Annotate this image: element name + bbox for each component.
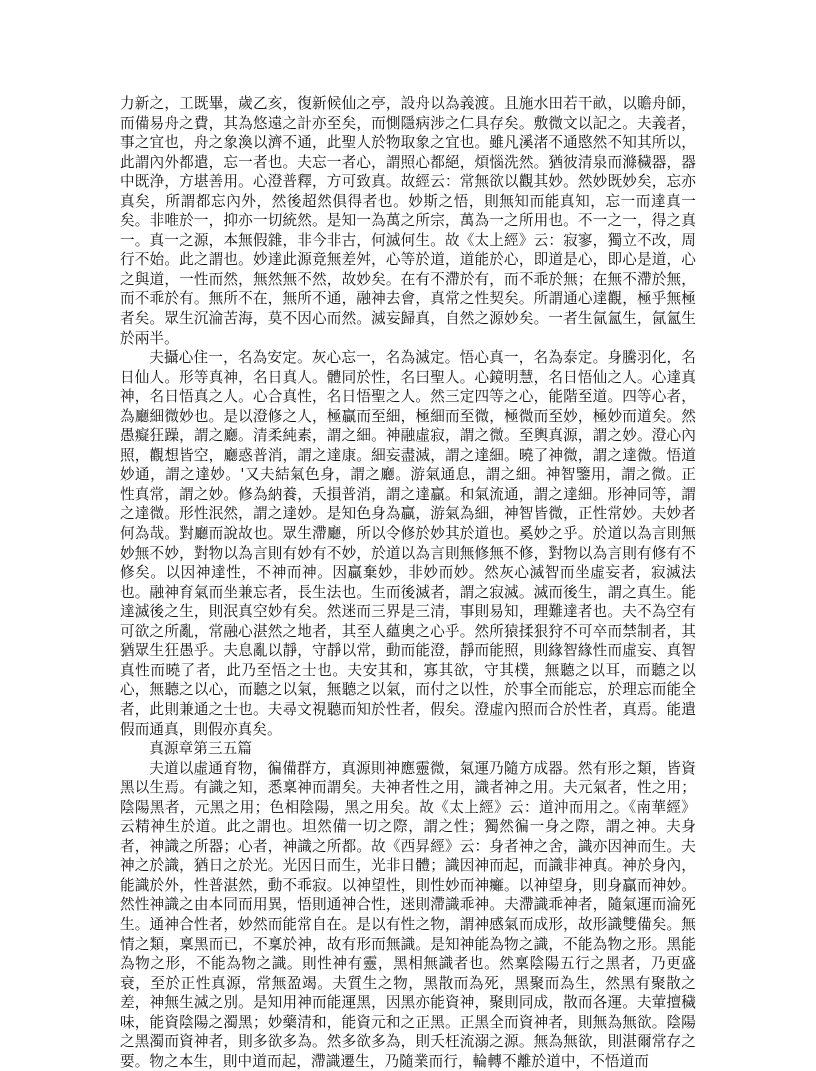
paragraph-3: 夫道以虛通育物，徧備群方，真源則神應靈微，氣運乃隨方成器。然有形之類，皆資黑以生焉。有識之知，悉稟神而謂矣。夫神者性之用，識者神之用。夫元氣者，性之用；陰陽黑者，元黑之用；色相陰陽，黑之用矣。故《太上經》云：道沖而用之。《南華經》云精神生於道。此之謂也。坦然備一切之際，謂之性；獨然徧一身之際，謂之神。夫身者，神識之所器；心者，神識之所都。故《西昇經》云：身者神之舍，識亦因神而生。夫神之於識，猶日之於光。光因日而生，光非日體；識因神而起，而識非神真。神於身內，能識於外，性普湛然，動不乖寂。以神望性，則性妙而神癱。以神望身，則身贏而神妙。然性神識之由本同而用異，悟則通神合性，迷則滯識乖神。夫滯識乖神者，隨氣運而淪死生。通神合性者，妙然而能常自在。是以有性之物，謂神感氣而成形，故形識雙備矣。無情之類，稟黑而已，不稟於神，故有形而無識。是知神能為物之識，不能為物之形。黑能為物之形，不能為物之識。則性神有靈，黑相無識者也。然稟陰陽五行之黑者，乃更盛衰，至於正性真源，常無盈竭。夫質生之物，黑散而為死，黑聚而為生，然黑有聚散之差，神無生滅之別。是知用神而能運黑，因黑亦能資神，聚則同成，散而各運。夫葷擅穢味，能資陰陽之濁黑；妙藥清和，能資元和之正黑。正黑全而資神者，則無為無欲。陰陽之黑濁而資神者，則多欲多為。然多欲多為，則夭枉流溺之源。無為無欲，則湛爾常存之要。物之本生，則中道而起，滯識遷生，乃隨業而行，輪轉不離於道中，不悟道而: [120, 759, 696, 1070]
paragraph-2: 夫攝心住一，名為安定。灰心忘一，名為滅定。悟心真一，名為泰定。身騰羽化，名日仙人。形等真神，名日真人。體同於性，名曰聖人。心鏡明慧，名日悟仙之人。心達真神，名日悟真之人。心合真性，名日悟聖之人。然三定四等之心，能階至道。四等心者，為廳細微妙也。是以澄修之人，極贏而至細，極細而至微，極微而至妙，極妙而道矣。然愚癡狂躁，謂之廳。清柔純素，謂之細。神融虛寂，謂之微。至輿真源，謂之妙。澄心內照，觀想皆空，廳惑普消，謂之達康。細妄盡滅，謂之達細。曉了神微，謂之達微。悟道妙通，謂之達妙。'又夫結氣色身，謂之廳。游氣通息，謂之細。神智鑒用，謂之微。正性真常，謂之妙。修為納養，夭損普消，謂之達贏。和氣流通，謂之達細。形神同等，謂之達微。形性泯然，謂之達妙。是知色身為贏，游氣為細，神智皆微，正性常妙。夫妙者何為哉。對廳而說故也。眾生滯廳，所以令修於妙其於道也。奚妙之乎。於道以為言則無妙無不妙，對物以為言則有妙有不妙，於道以為言則無修無不修，對物以為言則有修有不修矣。以因神達性，不神而神。因贏棄妙，非妙而妙。然灰心滅智而坐虛妄者，寂滅法也。融神育氣而坐兼忘者，長生法也。生而後滅者，謂之寂滅。滅而後生，謂之真生。能達滅後之生，則泯真空妙有矣。然迷而三界是三清，事則易知，理難達者也。夫不為空有可欲之所亂，常融心湛然之地者，其至人蘊奧之心乎。然所猿揉狠狩不可卒而禁制者，其猶眾生狂愚乎。夫息亂以靜，守靜以常，動而能澄，靜而能照，則緣智緣性而虛妄、真智真性而曉了者，此乃至悟之士也。夫安其和，寡其欲，守其樸，無聽之以耳，而聽之以心，無聽之以心，而聽之以氣，無聽之以氣，而付之以性，於事全而能忘，於理忘而能全者，此則兼通之士也。夫尋文視聽而知於性者，假矣。澄虛內照而合於性者，真焉。能遣假而通真，則假亦真矣。: [120, 349, 696, 738]
paragraph-1: 力新之，工既畢，歲乙亥，復新候仙之亭，設舟以為義渡。且施水田若干畝，以贍舟師，而備易舟之費，其為悠遠之計亦至矣，而惻隱病涉之仁具存矣。敷微文以記之。夫義者，事之宜也，舟之象渙以濟不通，此聖人於物取象之宜也。雖凡溪渚不通愍然不知其所以，此謂內外都遣，忘一者也。夫忘一者心，謂照心都絕，煩惱洗然。猶彼清泉而滌穢器，器中既浄，方堪善用。心澄普釋，方可致真。故經云：常無欲以觀其妙。然妙既妙矣，忘亦真矣，所謂都忘內外，然後超然俱得者也。妙斯之悟，則無知而能真知，忘一而達真一矣。非唯於一，抑亦一切統然。是知一為萬之所宗，萬為一之所用也。不一之一，得之真一。真一之源，本無假雜，非今非古，何滅何生。故《太上經》云：寂寥，獨立不改，周行不始。此之謂也。妙達此源竟無差舛，心等於道，道能於心，即道是心，即心是道，心之與道，一性而然，無然無不然，故妙矣。在有不滯於有，而不乖於無；在無不滯於無，而不乖於有。無所不在，無所不通，融神去會，真常之性契矣。所謂通心達觀，極乎無極者矣。眾生沉淪苦海，莫不因心而然。滅妄歸真，自然之源妙矣。一者生氤氳生，氤氳生於兩半。: [120, 95, 696, 347]
chapter-heading: 真源章第三五篇: [149, 740, 253, 758]
document-page: [120, 94, 696, 1071]
